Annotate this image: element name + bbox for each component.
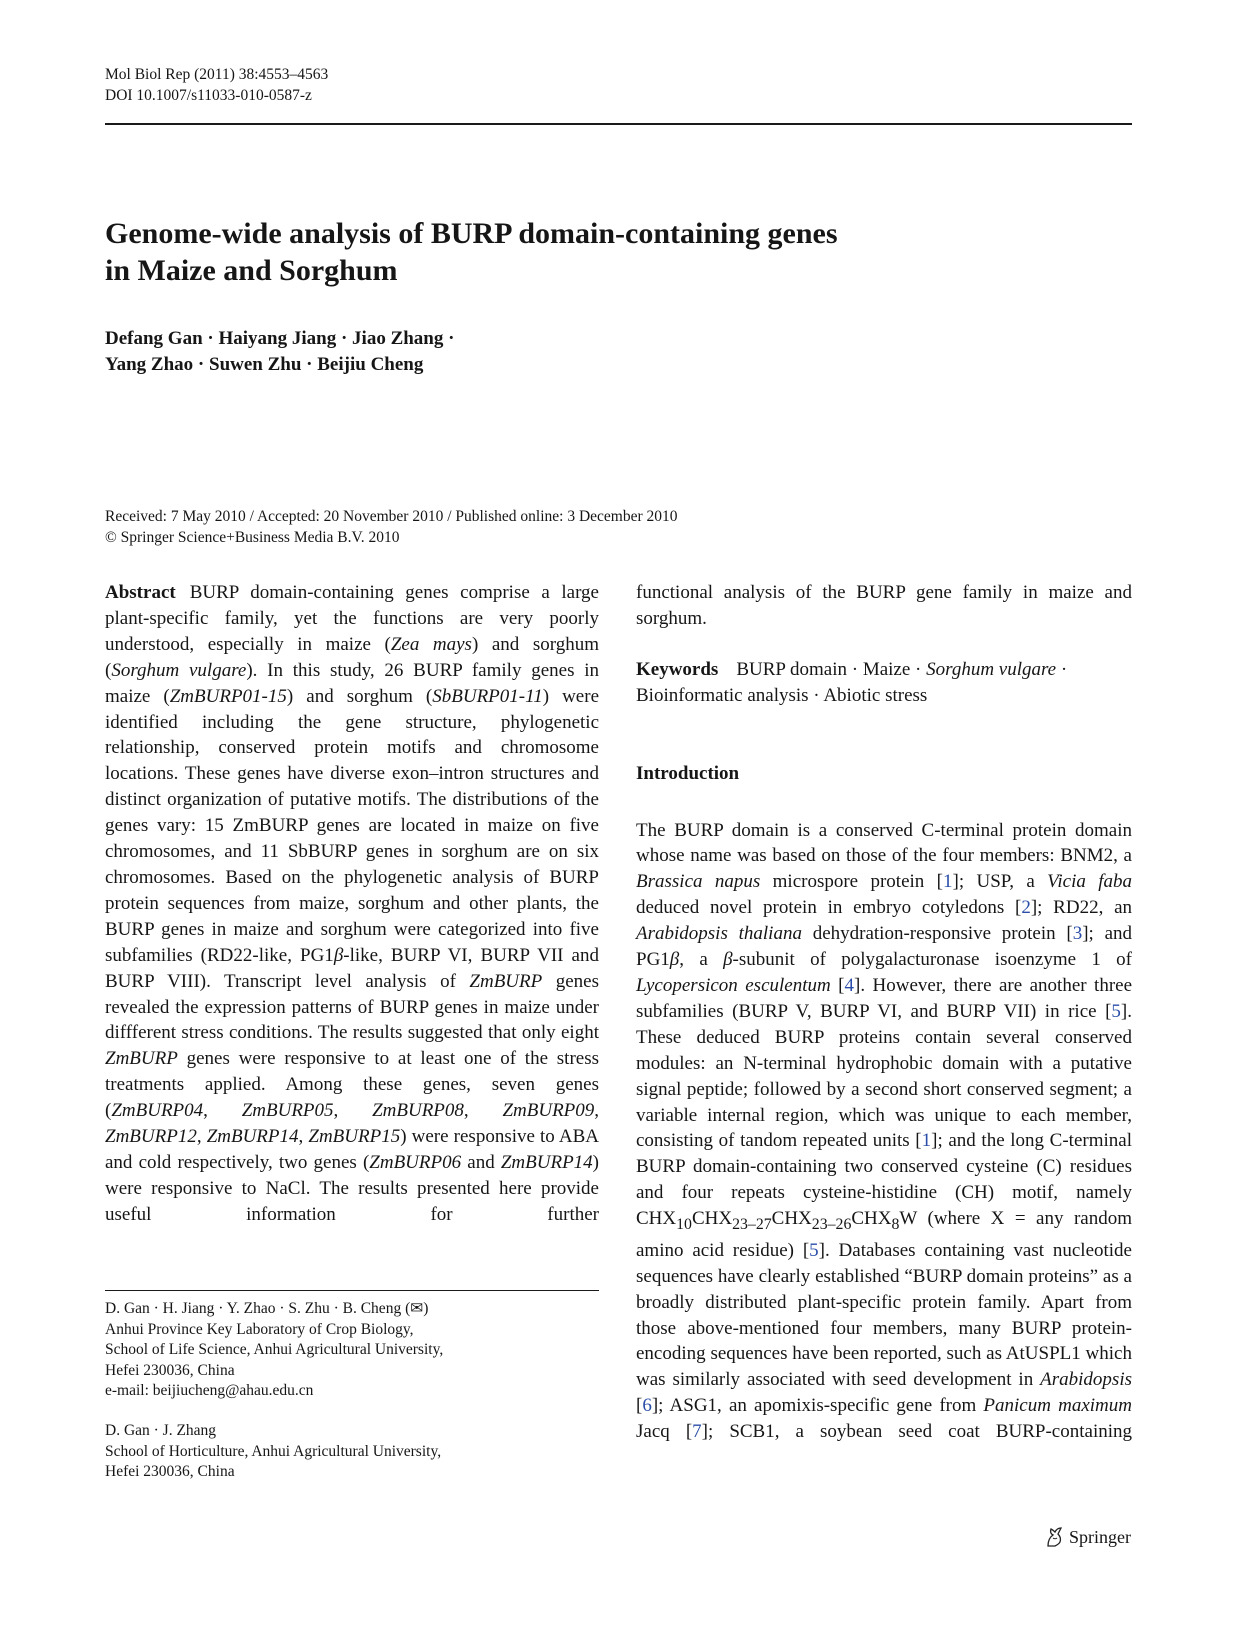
species-name: Brassica napus [636,871,761,893]
citation-link[interactable]: 5 [809,1239,819,1261]
citation-link[interactable]: 7 [692,1421,702,1443]
gene-name: ZmBURP [105,1048,178,1070]
gene-name: ZmBURP04 [111,1100,204,1122]
species-name: Lycopersicon esculentum [636,974,831,996]
motif-subscript: 10 [676,1215,692,1233]
species-name: Arabidopsis [1040,1369,1132,1391]
gene-name: ZmBURP01-15 [169,685,287,707]
species-name: Sorghum vulgare [926,658,1057,680]
springer-horse-icon [1044,1526,1064,1548]
journal-citation: Mol Biol Rep (2011) 38:4553–4563 [105,66,329,83]
affiliation-city: Hefei 230036, China [105,1463,235,1480]
species-name: Vicia faba [1047,871,1132,893]
gene-name: ZmBURP [469,970,543,992]
gene-name: ZmBURP14 [206,1126,299,1148]
abstract-label: Abstract [105,582,176,603]
species-name: Sorghum vulgare [111,659,247,681]
authors-line-2: Yang Zhao · Suwen Zhu · Beijiu Cheng [105,354,424,375]
affiliation-school: School of Life Science, Anhui Agricultural University, [105,1341,444,1358]
citation-link[interactable]: 5 [1111,1000,1121,1022]
received-accepted-published: Received: 7 May 2010 / Accepted: 20 November 2010 / Published online: 3 December 2010 [105,508,678,525]
affiliation-authors: D. Gan · J. Zhang [105,1422,217,1439]
affiliation-1 [105,1299,599,1402]
gene-name: ZmBURP06 [369,1151,462,1173]
left-column [105,580,599,1228]
citation-link[interactable]: 2 [1021,897,1031,919]
abstract: Abstract BURP domain-containing genes comprise a large plant-specific family, yet the functions are very poorly understood, especially in maize (Zea mays) and sorghum (Sorghum vulgare). In this study, 26 BURP family genes in maize (ZmBURP01-15) and sorghum (SbBURP01-11) were identified including the gene structure, phylogenetic relationship, conserved protein motifs and chromosome locations. These genes have diverse exon–intron structures and distinct organization of putative motifs. The distributions of the genes vary: 15 ZmBURP genes are located in maize on five chromosomes, and 11 SbBURP genes in sorghum are on six chromosomes. Based on the phylogenetic analysis of BURP protein sequences from maize, sorghum and other plants, the BURP genes in maize and sorghum were categorized into five subfamilies (RD22-like, PG1β-like, BURP VI, BURP VII and BURP VIII). Transcript level analysis of ZmBURP genes revealed the expression patterns of BURP genes in maize under diffferent stress conditions. The results suggested that only eight ZmBURP genes were responsive to at least one of the stress treatments applied. Among these genes, seven genes (ZmBURP04, ZmBURP05, ZmBURP08, ZmBURP09, ZmBURP12, ZmBURP14, ZmBURP15) were responsive to ABA and cold respectively, two genes (ZmBURP06 and ZmBURP14) were responsive to NaCl. The results presented here provide useful information for further [105,582,600,1225]
citation-link[interactable]: 1 [943,871,953,893]
greek-beta: β [669,949,680,971]
gene-name: SbBURP01-11 [432,685,543,707]
abstract-continuation: functional analysis of the BURP gene family in maize and sorghum. [636,582,1132,629]
species-name: Zea mays [390,633,472,655]
gene-name: ZmBURP05 [241,1100,334,1122]
affiliation-2 [105,1421,599,1483]
species-name: Panicum maximum [983,1395,1132,1417]
header-rule [105,123,1132,125]
right-column [636,580,1132,1445]
publisher-logo [1044,1526,1131,1548]
greek-beta: β [723,949,733,971]
citation-link[interactable]: 6 [642,1395,652,1417]
affiliation-authors: D. Gan · H. Jiang · Y. Zhao · S. Zhu · B. Cheng (✉) [105,1300,429,1317]
gene-name: ZmBURP14 [500,1151,593,1173]
authors-line-1: Defang Gan · Haiyang Jiang · Jiao Zhang · [105,328,455,349]
title-line-1: Genome-wide analysis of BURP domain-containing genes [105,217,838,250]
gene-name: ZmBURP08 [372,1100,464,1122]
section-heading-introduction: Introduction [636,762,740,784]
citation-link[interactable]: 1 [921,1130,932,1152]
corresponding-email[interactable]: e-mail: beijiucheng@ahau.edu.cn [105,1382,314,1399]
gene-name: ZmBURP09 [502,1100,595,1122]
keywords-label: Keywords [636,658,719,680]
citation-link[interactable]: 4 [844,974,854,996]
motif-subscript: 23–26 [811,1215,852,1233]
envelope-icon: ✉ [410,1300,424,1317]
motif-subscript: 8 [891,1215,900,1233]
publication-dates [105,506,1005,548]
introduction-paragraph: The BURP domain is a conserved C-terminal protein domain whose name was based on those of the four members: BNM2, a Brassica napus microspore protein [1]; USP, a Vicia faba deduced novel protein in embryo cotyledons [2]; RD22, an Arabidopsis thaliana dehydration-responsive protein [3]; and PG1β, a β-subunit of polygalacturonase isoenzyme 1 of Lycopersicon esculentum [4]. However, there are another three subfamilies (BURP V, BURP VI, and BURP VII) in rice [5]. These deduced BURP proteins contain several conserved modules: an N-terminal hydrophobic domain with a putative signal peptide; followed by a second short conserved segment; a variable internal region, which was unique to each member, consisting of tandom repeated units [1]; and the long C-terminal BURP domain-containing two conserved cysteine (C) residues and four repeats cysteine-histidine (CH) motif, namely $CHX_{10}CHX_{23-27}CHX_{23-26}CHX_8W$ (where X = any random amino acid residue) [5]. Databases containing vast nucleotide sequences have clearly established “BURP domain proteins” as a broadly distributed plant-specific protein family. Apart from those above-mentioned four members, many BURP protein-encoding sequences have been reported, such as AtUSPL1 which was similarly associated with seed development in Arabidopsis [6]; ASG1, an apomixis-specific gene from Panicum maximum Jacq [7]; SCB1, a soybean seed coat BURP-containing [636,819,1133,1443]
footnote-rule [105,1290,599,1291]
paper-title [105,215,1005,289]
keywords: Keywords BURP domain · Maize · Sorghum vulgare · Bioinformatic analysis · Abiotic stress [636,658,1068,706]
author-list [105,326,1005,378]
citation-link[interactable]: 3 [1072,923,1083,945]
title-line-2: in Maize and Sorghum [105,254,398,287]
species-name: Arabidopsis thaliana [636,923,802,945]
gene-name: ZmBURP15 [308,1126,401,1148]
affiliation-school: School of Horticulture, Anhui Agricultural University, [105,1442,442,1460]
affiliation-city: Hefei 230036, China [105,1361,235,1379]
journal-header [105,64,328,106]
copyright: © Springer Science+Business Media B.V. 2010 [105,529,400,546]
doi[interactable]: DOI 10.1007/s11033-010-0587-z [105,87,312,104]
gene-name: ZmBURP12 [105,1126,197,1148]
motif-subscript: 23–27 [732,1215,772,1233]
greek-beta: β [333,944,344,966]
affiliation-lab: Anhui Province Key Laboratory of Crop Biology, [105,1320,414,1338]
publisher-name: Springer [1069,1527,1131,1547]
